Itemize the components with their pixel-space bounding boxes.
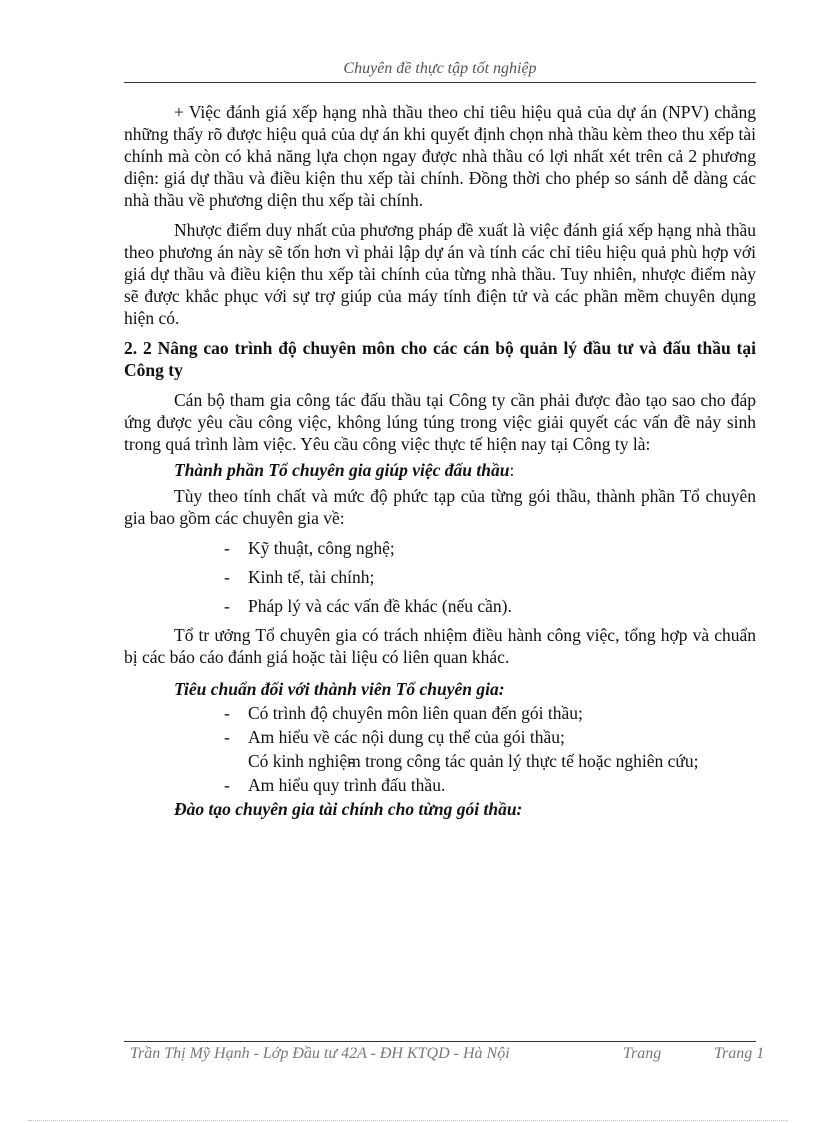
section-heading: 2. 2 Nâng cao trình độ chuyên môn cho các cán bộ quản lý đầu tư và đấu thầu tại Công ty — [124, 338, 756, 380]
document-body — [124, 101, 756, 820]
footer-page-number: Trang 1 — [714, 1045, 765, 1062]
paragraph-disadvantage: Nhược điểm duy nhất của phương pháp đề xuất là việc đánh giá xếp hạng nhà thầu theo phương án này sẽ tốn hơn vì phải lập dự án và tính các chỉ tiêu hiệu quả phù hợp với giá dự thầu và điều kiện thu xếp tài chính của từng nhà thầu. Tuy nhiên, nhược điểm này sẽ được khắc phục với sự trợ giúp của máy tính điện tử và các phần mềm chuyên dụng hiện có. — [124, 220, 756, 328]
page-header: Chuyên đề thực tập tốt nghiệp — [343, 60, 537, 77]
subheading-expert-team — [124, 459, 756, 481]
criteria-list — [124, 702, 756, 748]
footer-page-label: Trang — [623, 1045, 662, 1062]
paragraph-team-leader: Tổ tr ưởng Tổ chuyên gia có trách nhiệm điều hành công việc, tổng hợp và chuẩn bị các báo cáo đánh giá hoặc tài liệu có liên quan khác. — [124, 625, 756, 667]
paragraph-training: Cán bộ tham gia công tác đấu thầu tại Công ty cần phải được đào tạo sao cho đáp ứng được yêu cầu công việc, không lúng túng trong việc giải quyết các vấn đề nảy sinh trong quá trình làm việc. Yêu cầu công việc thực tế hiện nay tại Công ty là: — [124, 390, 756, 454]
subheading-colon: : — [509, 460, 515, 480]
footer-author: Trần Thị Mỹ Hạnh - Lớp Đầu tư 42A - ĐH KTQD - Hà Nội — [130, 1045, 510, 1062]
list-item: - Có trình độ chuyên môn liên quan đến gói thầu; — [124, 702, 756, 724]
list-item: - Pháp lý và các vấn đề khác (nếu cần). — [124, 595, 756, 617]
list-item: - Am hiểu về các nội dung cụ thể của gói thầu; — [124, 726, 756, 748]
header-divider — [124, 82, 756, 83]
paragraph-npv: + Việc đánh giá xếp hạng nhà thầu theo chỉ tiêu hiệu quả của dự án (NPV) chẳng những thấy rõ được hiệu quả của dự án khi quyết định chọn nhà thầu kèm theo thu xếp tài chính mà còn có khả năng lựa chọn ngay được nhà thầu có lợi nhất xét trên cả 2 phương diện: giá dự thầu và điều kiện thu xếp tài chính. Đồng thời cho phép so sánh dễ dàng các nhà thầu về phương diện thu xếp tài chính. — [124, 102, 756, 210]
list-item: - Kỹ thuật, công nghệ; — [124, 537, 756, 559]
subheading-text: Thành phần Tổ chuyên gia giúp việc đấu thầu — [174, 460, 510, 480]
subheading-finance-training: Đào tạo chuyên gia tài chính cho từng gói thầu: — [174, 799, 523, 819]
list-item-long: - Có kinh nghiệm trong công tác quản lý thực tế hoặc nghiên cứu; — [124, 750, 756, 772]
expert-list — [124, 537, 756, 617]
list-item: - Kinh tế, tài chính; — [124, 566, 756, 588]
list-item: - Am hiểu quy trình đấu thầu. — [124, 774, 756, 796]
page-bottom-border — [28, 1120, 788, 1121]
paragraph-composition: Tùy theo tính chất và mức độ phức tạp của từng gói thầu, thành phần Tổ chuyên gia bao gồm các chuyên gia về: — [124, 486, 756, 528]
criteria-list-end — [124, 774, 756, 796]
footer-divider — [124, 1041, 756, 1042]
subheading-criteria: Tiêu chuẩn đối với thành viên Tổ chuyên gia: — [174, 679, 505, 699]
